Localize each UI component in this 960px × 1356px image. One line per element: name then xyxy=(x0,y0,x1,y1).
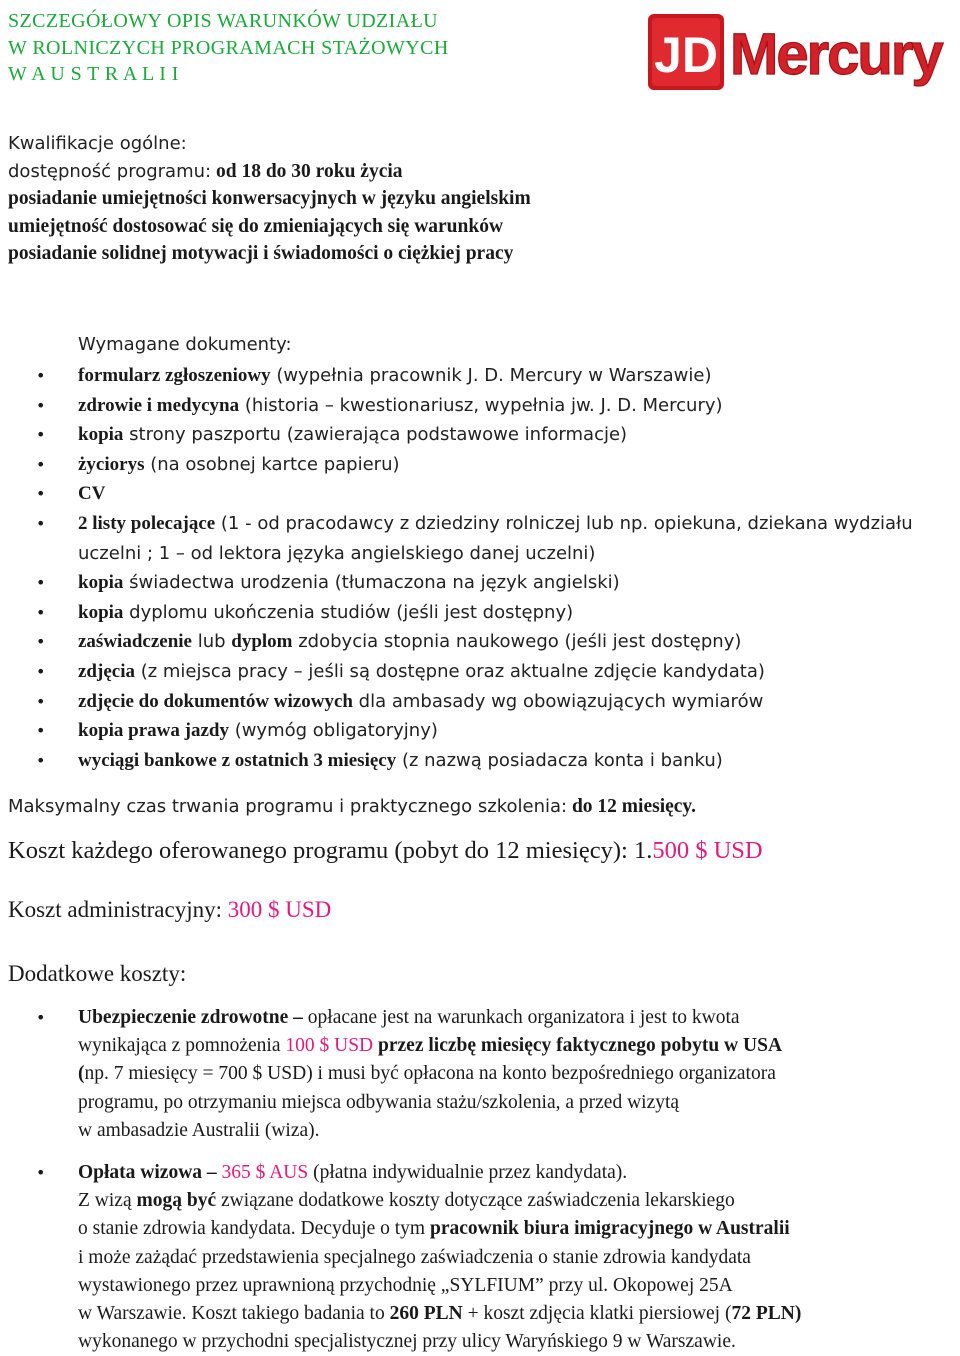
qualification-item: umiejętność dostosować się do zmieniających się warunków xyxy=(8,215,504,237)
qualification-age: dostępność programu: od 18 do 30 roku życia xyxy=(8,160,403,182)
qualifications-heading: Kwalifikacje ogólne: xyxy=(8,133,187,154)
insurance-item: • Ubezpieczenie zdrowotne – opłacane jest na warunkach organizatora i jest to kwota wynikająca z pomnożenia 100 $ USD przez liczbę miesięcy faktycznego pobytu w USA (np. 7 miesięcy = 700 $ USD) i musi być opłacona na konto bezpośredniego organizatora programu, po otrzymaniu miejsca odbywania stażu/szkolenia, a przed wizytą w ambasadzie Australii (wiza). xyxy=(0,1004,960,1145)
visa-fee-item: • Opłata wizowa – 365 $ AUS (płatna indywidualnie przez kandydata). Z wizą mogą być związane dodatkowe koszty dotyczące zaświadczenia lekarskiego o stanie zdrowia kandydata. Decyduje o tym pracownik biura imigracyjnego w Australii i może zażądać przedstawienia specjalnego zaświadczenia o stanie zdrowia kandydata wystawionego przez uprawnioną przychodnię „SYLFIUM” przy ul. Okopowej 25A w Warszawie. Koszt takiego badania to 260 PLN + koszt zdjęcia klatki piersiowej (72 PLN) wykonanego w przychodni specjalistycznej przy ulicy Waryńskiego 9 w Warszawie. xyxy=(0,1159,960,1356)
qualifications-section xyxy=(8,130,531,268)
list-item: • wyciągi bankowe z ostatnich 3 miesięcy (z nazwą posiadacza konta i banku) xyxy=(0,746,960,776)
program-cost: Koszt każdego oferowanego programu (pobyt do 12 miesięcy): 1.500 $ USD xyxy=(8,837,763,864)
list-item: • kopia świadectwa urodzenia (tłumaczona na język angielski) xyxy=(0,568,960,598)
list-item: • zdjęcia (z miejsca pracy – jeśli są dostępne oraz aktualne zdjęcie kandydata) xyxy=(0,657,960,687)
qualification-item: posiadanie solidnej motywacji i świadomości o ciężkiej pracy xyxy=(8,243,514,264)
list-item: • 2 listy polecające (1 - od pracodawcy z dziedziny rolniczej lub np. opiekuna, dziekana wydziału uczelni ; 1 – od lektora języka angielskiego danej uczelni) xyxy=(0,509,960,568)
jd-mercury-logo xyxy=(646,10,958,94)
list-item: • kopia strony paszportu (zawierająca podstawowe informacje) xyxy=(0,420,960,450)
logo-part2: Mercury xyxy=(730,22,942,87)
list-item: • zdjęcie do dokumentów wizowych dla ambasady wg obowiązujących wymiarów xyxy=(0,687,960,717)
title-line-1: SZCZEGÓŁOWY OPIS WARUNKÓW UDZIAŁU xyxy=(8,10,439,32)
logo-part1: JD xyxy=(654,27,718,83)
program-duration: Maksymalny czas trwania programu i praktycznego szkolenia: do 12 miesięcy. xyxy=(8,796,696,817)
additional-costs-heading: Dodatkowe koszty: xyxy=(8,961,187,986)
list-item: • zaświadczenie lub dyplom zdobycia stopnia naukowego (jeśli jest dostępny) xyxy=(0,627,960,657)
admin-cost: Koszt administracyjny: 300 $ USD xyxy=(8,897,332,922)
additional-costs-list xyxy=(0,1004,960,1356)
documents-heading: Wymagane dokumenty: xyxy=(78,334,292,355)
documents-list xyxy=(0,361,960,775)
list-item: • kopia prawa jazdy (wymóg obligatoryjny) xyxy=(0,716,960,746)
list-item: • formularz zgłoszeniowy (wypełnia pracownik J. D. Mercury w Warszawie) xyxy=(0,361,960,391)
list-item: • kopia dyplomu ukończenia studiów (jeśli jest dostępny) xyxy=(0,598,960,628)
title-line-2: W ROLNICZYCH PROGRAMACH STAŻOWYCH xyxy=(8,36,449,59)
document-title xyxy=(8,8,449,88)
title-line-3: W A U S T R A L I I xyxy=(8,63,179,85)
qualification-item: posiadanie umiejętności konwersacyjnych w języku angielskim xyxy=(8,188,531,209)
list-item: • zdrowie i medycyna (historia – kwestionariusz, wypełnia jw. J. D. Mercury) xyxy=(0,391,960,421)
list-item: • CV xyxy=(0,479,960,509)
list-item: • życiorys (na osobnej kartce papieru) xyxy=(0,450,960,480)
